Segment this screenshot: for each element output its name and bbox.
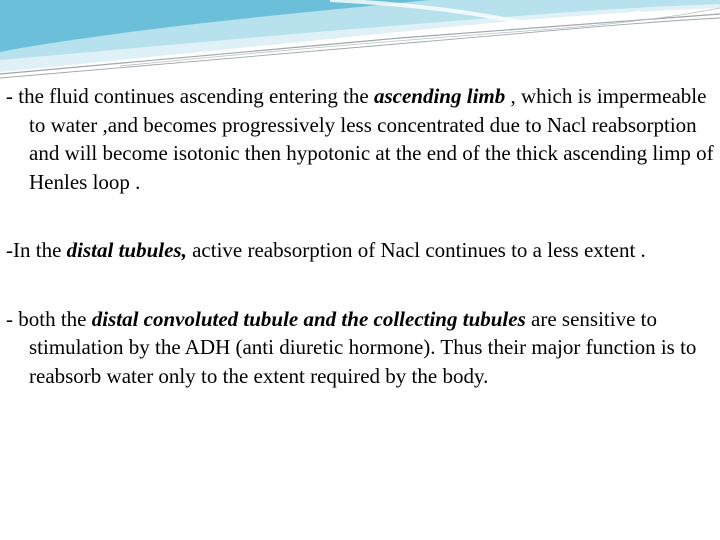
paragraph-distal-tubules — [6, 236, 718, 265]
header-wave-decoration — [0, 0, 720, 90]
slide-body — [6, 82, 718, 390]
term-distal-tubules: distal tubules, — [66, 238, 187, 262]
term-distal-convoluted-and-collecting-tubules: distal convoluted tubule and the collecting tubules — [91, 306, 526, 331]
paragraph-1-text-a: - the fluid continues ascending entering the — [6, 84, 374, 108]
paragraph-1-text-b: , which is impermeable to water ,and becomes progressively less concentrated due to Nacl reabsorption and will become isotonic then hypotonic at the end of the thick ascending limp of Henles loop . — [29, 84, 714, 194]
term-ascending-limb: ascending limb — [373, 84, 506, 108]
paragraph-collecting-tubules — [6, 305, 718, 391]
paragraph-3-text-a: - both the — [6, 306, 92, 331]
paragraph-3-text-b: are sensitive to stimulation by the ADH (anti diuretic hormone). Thus their major function is to reabsorb water only to the extent required by the body. — [29, 306, 697, 388]
paragraph-ascending-limb — [6, 82, 718, 196]
paragraph-2-text-b: active reabsorption of Nacl continues to a less extent . — [186, 238, 646, 262]
paragraph-2-text-a: -In the — [6, 238, 67, 262]
